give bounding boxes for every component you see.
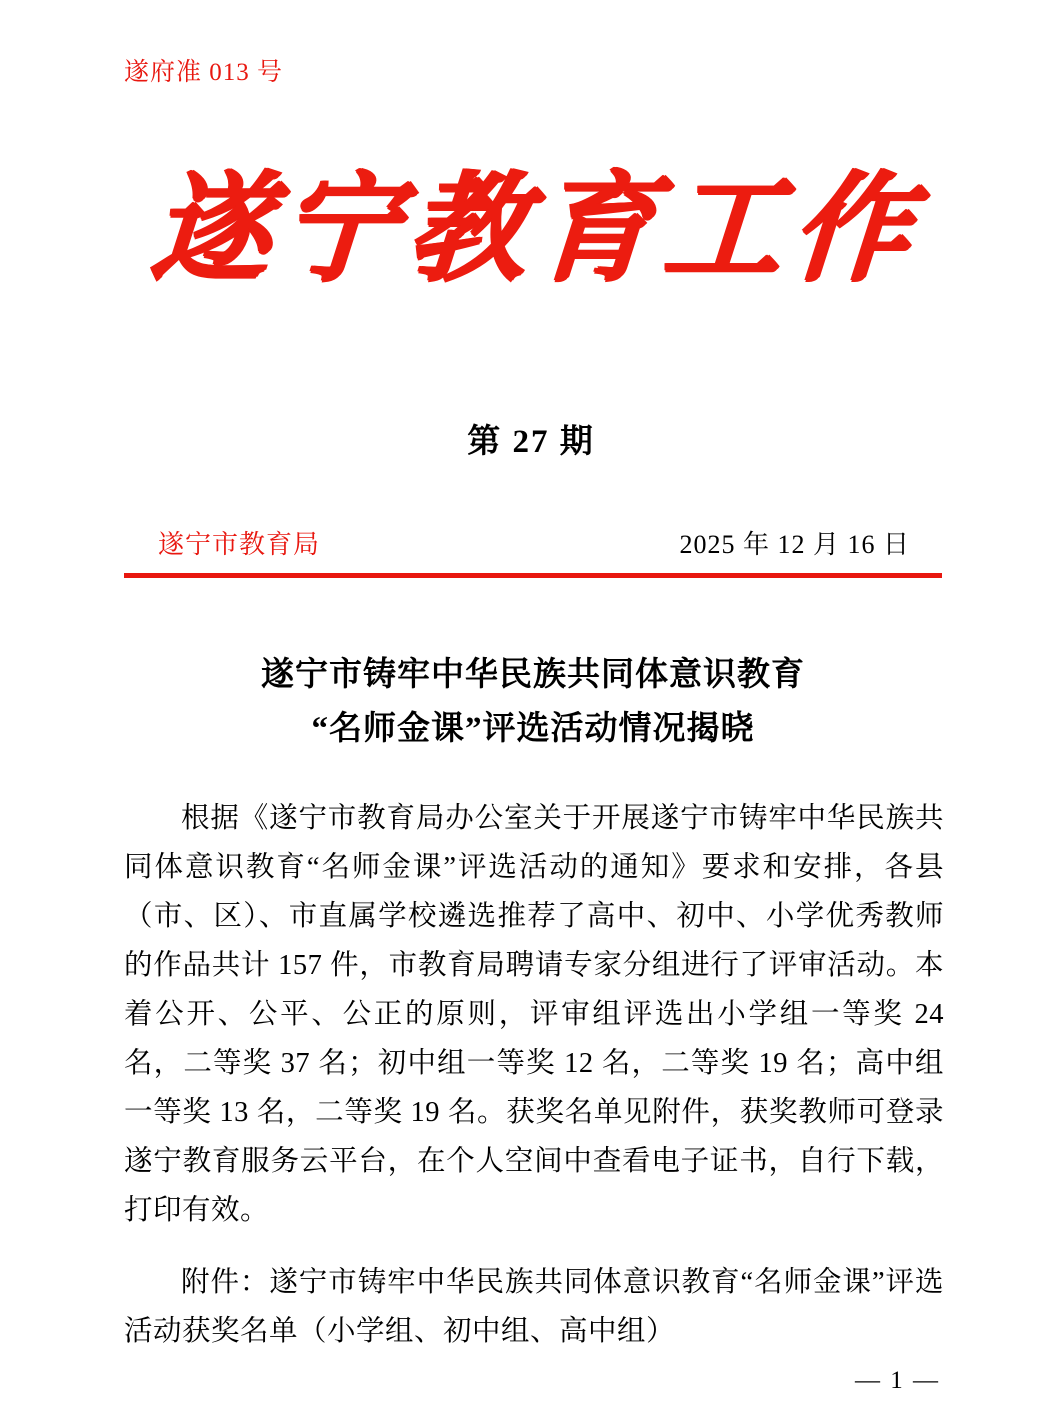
article-body-paragraph: 根据《遂宁市教育局办公室关于开展遂宁市铸牢中华民族共同体意识教育“名师金课”评选活动的通知》要求和安排，各县（市、区）、市直属学校遴选推荐了高中、初中、小学优秀教师的作品共计 157 件，市教育局聘请专家分组进行了评审活动。本着公开、公平、公正的原则，评审组评选出小学组一等奖 24 名，二等奖 37 名；初中组一等奖 12 名，二等奖 19 名；高中组一等奖 13 名，二等奖 19 名。获奖名单见附件，获奖教师可登录遂宁教育服务云平台，在个人空间中查看电子证书，自行下载，打印有效。	[124, 803, 944, 1226]
masthead-title: 遂宁教育工作	[147, 158, 925, 297]
publisher-name: 遂宁市教育局	[158, 530, 321, 559]
page-number: — 1 —	[855, 1367, 940, 1394]
issue-date: 2025 年 12 月 16 日	[679, 530, 910, 559]
article-attachment	[124, 1258, 944, 1356]
article-body	[124, 794, 944, 1235]
issue-number: 第 27 期	[467, 424, 595, 460]
article-title	[124, 648, 942, 757]
document-number: 遂府准 013 号	[124, 59, 284, 86]
article-title-line-2: “名师金课”评选活动情况揭晓	[311, 711, 755, 748]
article-title-line-1: 遂宁市铸牢中华民族共同体意识教育	[261, 657, 805, 693]
attachment-text: 附件：遂宁市铸牢中华民族共同体意识教育“名师金课”评选活动获奖名单（小学组、初中组、高中组）	[124, 1267, 944, 1347]
red-divider-rule	[124, 573, 942, 578]
